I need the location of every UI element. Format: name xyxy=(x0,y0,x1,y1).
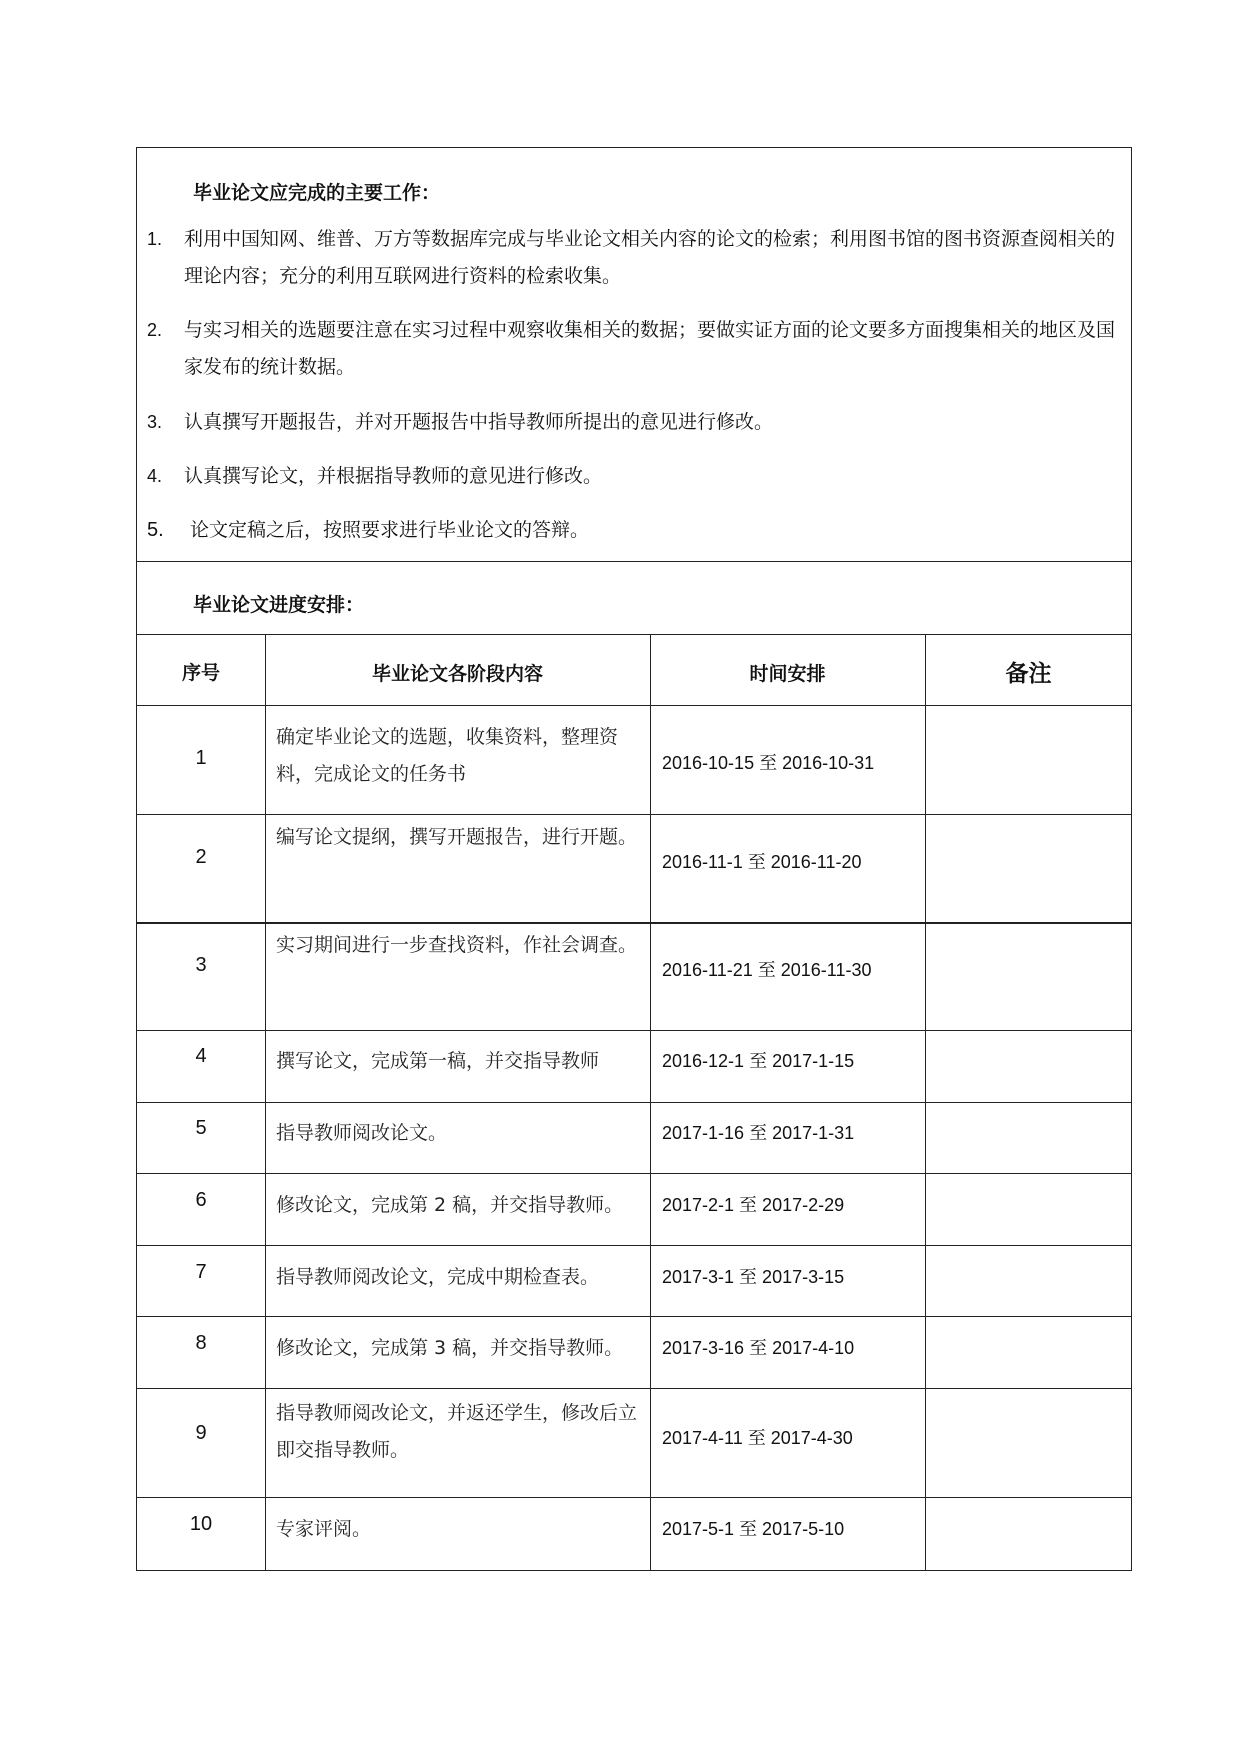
row-divider xyxy=(137,1173,1131,1174)
row-divider xyxy=(137,814,1131,815)
row-number: 6 xyxy=(195,1189,207,1211)
row-divider xyxy=(137,1030,1131,1031)
row-time: 2016-10-15 至 2016-10-31 xyxy=(662,753,875,773)
main-work-heading: 毕业论文应完成的主要工作： xyxy=(193,182,441,204)
row-number: 4 xyxy=(195,1045,207,1067)
row-time: 2017-3-16 至 2017-4-10 xyxy=(662,1338,855,1358)
list-item-number: 5. xyxy=(147,519,164,541)
list-item-number: 2. xyxy=(147,320,163,340)
list-item xyxy=(137,404,1133,441)
list-item-number: 1. xyxy=(147,229,163,249)
list-item xyxy=(137,312,1133,386)
row-divider xyxy=(137,922,1131,924)
row-content: 确定毕业论文的选题，收集资料，整理资料，完成论文的任务书 xyxy=(276,726,619,785)
list-item xyxy=(137,221,1133,295)
row-content: 专家评阅。 xyxy=(276,1518,372,1540)
column-header-time: 时间安排 xyxy=(749,663,826,685)
row-time: 2016-11-21 至 2016-11-30 xyxy=(662,960,872,980)
row-time: 2017-3-1 至 2017-3-15 xyxy=(662,1267,845,1287)
row-content: 修改论文，完成第 3 稿，并交指导教师。 xyxy=(276,1337,624,1359)
row-content: 修改论文，完成第 2 稿，并交指导教师。 xyxy=(276,1194,624,1216)
row-number: 7 xyxy=(195,1261,207,1283)
row-number: 1 xyxy=(195,747,207,769)
row-content: 编写论文提纲，撰写开题报告，进行开题。 xyxy=(276,826,638,848)
row-divider xyxy=(137,1388,1131,1389)
row-content: 指导教师阅改论文。 xyxy=(276,1122,448,1144)
row-divider xyxy=(137,1245,1131,1246)
list-item-number: 3. xyxy=(147,412,163,432)
row-divider xyxy=(137,705,1131,706)
list-item xyxy=(137,512,1133,549)
list-item-text: 认真撰写开题报告，并对开题报告中指导教师所提出的意见进行修改。 xyxy=(184,411,774,433)
row-content: 撰写论文，完成第一稿，并交指导教师 xyxy=(276,1050,600,1072)
row-time: 2016-11-1 至 2016-11-20 xyxy=(662,852,862,872)
row-content: 指导教师阅改论文，并返还学生，修改后立即交指导教师。 xyxy=(276,1402,638,1461)
row-divider xyxy=(137,1316,1131,1317)
list-item-text: 与实习相关的选题要注意在实习过程中观察收集相关的数据；要做实证方面的论文要多方面搜集相关的地区及国家发布的统计数据。 xyxy=(184,319,1116,378)
row-time: 2017-1-16 至 2017-1-31 xyxy=(662,1123,855,1143)
list-item-text: 论文定稿之后，按照要求进行毕业论文的答辩。 xyxy=(190,519,590,541)
document-form-frame xyxy=(136,147,1132,1571)
row-time: 2017-4-11 至 2017-4-30 xyxy=(662,1428,853,1448)
row-content: 实习期间进行一步查找资料，作社会调查。 xyxy=(276,934,638,956)
row-time: 2017-5-1 至 2017-5-10 xyxy=(662,1519,845,1539)
row-time: 2017-2-1 至 2017-2-29 xyxy=(662,1195,845,1215)
list-item-text: 认真撰写论文，并根据指导教师的意见进行修改。 xyxy=(184,465,603,487)
list-item-number: 4. xyxy=(147,466,163,486)
row-number: 3 xyxy=(195,954,207,976)
row-number: 9 xyxy=(195,1422,207,1444)
list-item xyxy=(137,458,1133,495)
row-divider xyxy=(137,1102,1131,1103)
row-number: 5 xyxy=(195,1117,207,1139)
row-divider xyxy=(137,1497,1131,1498)
schedule-heading: 毕业论文进度安排： xyxy=(193,594,365,616)
column-header-content: 毕业论文各阶段内容 xyxy=(371,663,543,685)
row-time: 2016-12-1 至 2017-1-15 xyxy=(662,1051,855,1071)
row-number: 2 xyxy=(195,846,207,868)
table-top-border xyxy=(137,634,1131,635)
column-header-num: 序号 xyxy=(181,662,220,684)
row-number: 8 xyxy=(195,1332,207,1354)
list-item-text: 利用中国知网、维普、万方等数据库完成与毕业论文相关内容的论文的检索；利用图书馆的图书资源查阅相关的理论内容；充分的利用互联网进行资料的检索收集。 xyxy=(184,228,1116,287)
column-header-note: 备注 xyxy=(1005,661,1052,687)
row-number: 10 xyxy=(189,1513,213,1535)
section-divider xyxy=(137,561,1131,562)
row-content: 指导教师阅改论文，完成中期检查表。 xyxy=(276,1266,600,1288)
